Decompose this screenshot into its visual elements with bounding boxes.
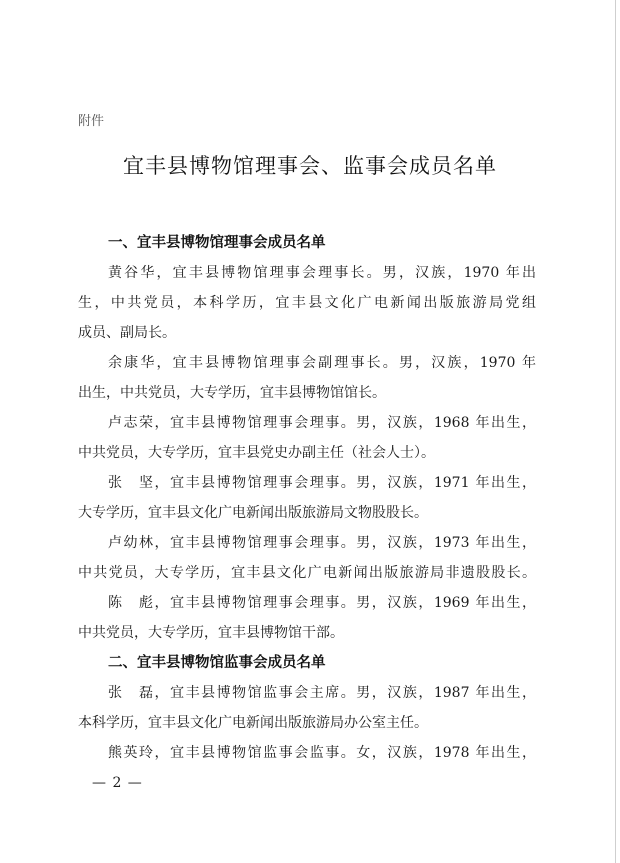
page-number: — 2 — <box>92 775 143 791</box>
paragraph-line: 中共党员，大专学历，宜丰县文化广电新闻出版旅游局非遗股股长。 <box>78 565 536 581</box>
page-title: 宜丰县博物馆理事会、监事会成员名单 <box>123 154 497 178</box>
member-entry <box>78 348 536 408</box>
page-edge-divider <box>615 0 616 863</box>
paragraph-line: 中共党员，大专学历，宜丰县党史办副主任（社会人士）。 <box>78 445 435 461</box>
paragraph-line: 生，中共党员，本科学历，宜丰县文化广电新闻出版旅游局党组 <box>78 295 536 311</box>
paragraph-line: 卢志荣，宜丰县博物馆理事会理事。男，汉族，1968 年出生， <box>108 415 536 431</box>
paragraph-line: 中共党员，大专学历，宜丰县博物馆干部。 <box>78 625 344 641</box>
paragraph-line: 出生，中共党员，大专学历，宜丰县博物馆馆长。 <box>78 385 386 401</box>
member-entry <box>78 678 536 738</box>
section-heading-supervisory: 二、宜丰县博物馆监事会成员名单 <box>108 655 326 671</box>
paragraph-line: 陈 彪，宜丰县博物馆理事会理事。男，汉族，1969 年出生， <box>108 595 536 611</box>
paragraph-line: 熊英玲，宜丰县博物馆监事会监事。女，汉族，1978 年出生， <box>108 745 536 761</box>
member-entry <box>78 258 536 348</box>
document-body <box>78 228 536 768</box>
paragraph-line: 余康华，宜丰县博物馆理事会副理事长。男，汉族，1970 年 <box>108 355 536 371</box>
paragraph-line: 成员、副局长。 <box>78 325 176 341</box>
attachment-label: 附件 <box>78 114 105 129</box>
member-entry <box>78 738 536 768</box>
paragraph-line: 卢幼林，宜丰县博物馆理事会理事。男，汉族，1973 年出生， <box>108 535 536 551</box>
paragraph-line: 大专学历，宜丰县文化广电新闻出版旅游局文物股股长。 <box>78 505 428 521</box>
member-entry <box>78 408 536 468</box>
paragraph-line: 张 坚，宜丰县博物馆理事会理事。男，汉族，1971 年出生， <box>108 475 536 491</box>
paragraph-line: 黄谷华，宜丰县博物馆理事会理事长。男，汉族，1970 年出 <box>108 265 536 281</box>
paragraph-line: 本科学历，宜丰县文化广电新闻出版旅游局办公室主任。 <box>78 715 428 731</box>
member-entry <box>78 588 536 648</box>
member-entry <box>78 468 536 528</box>
paragraph-line: 张 磊，宜丰县博物馆监事会主席。男，汉族，1987 年出生， <box>108 685 536 701</box>
section-heading-board: 一、宜丰县博物馆理事会成员名单 <box>108 235 326 251</box>
member-entry <box>78 528 536 588</box>
